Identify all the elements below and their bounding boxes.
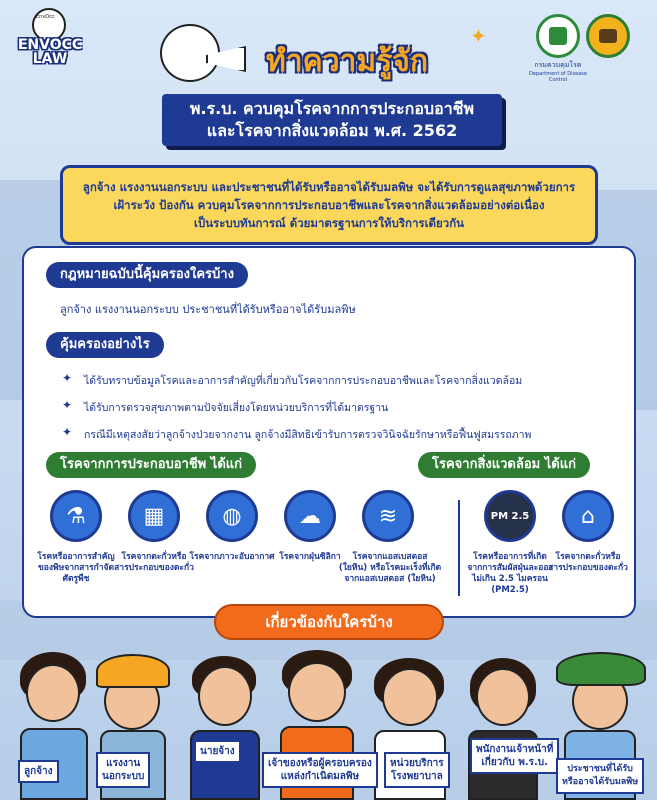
page-subtitle (162, 94, 502, 146)
section-heading-environmental: โรคจากสิ่งแวดล้อม ได้แก่ (418, 452, 590, 478)
person-officer (460, 650, 546, 800)
occupational-label-1: โรคหรืออาการสำคัญของพิษจากสารกำจัดศัตรูพืช (37, 552, 115, 584)
pressure-chamber-icon: ◍ (206, 490, 258, 542)
list-item: ✦ กรณีมีเหตุสงสัยว่าลูกจ้างป่วยจากงาน ลูกจ้างมีสิทธิเข้ารับการตรวจวินิจฉัยรักษาหรือฟื้นฟูสมรรถภาพ (62, 426, 622, 443)
occupational-label-2: โรคจากตะกั่วหรือสารประกอบของตะกั่ว (114, 552, 194, 573)
dept-name-en: Department of Disease Control (529, 71, 587, 83)
pesticide-sprayer-icon: ⚗ (50, 490, 102, 542)
intro-box (60, 165, 598, 245)
envocc-law-logo (14, 8, 84, 74)
logo-text-line1: ENVOCC (17, 37, 83, 53)
circuit-board-icon: ▦ (128, 490, 180, 542)
dept-name-th: กรมควบคุมโรค (534, 61, 582, 69)
intro-line3: เป็นระบบทันการณ์ ด้วยมาตรฐานการให้บริการเดียวกัน (193, 216, 465, 230)
sign-officer: พนักงานเจ้าหน้าที่ เกี่ยวกับ พ.ร.บ. (470, 738, 559, 774)
environmental-label-1: โรคหรืออาการที่เกิดจากการสัมผัสฝุ่นละอองไม่เกิน 2.5 ไมครอน (PM2.5) (467, 552, 553, 595)
sign-employer: นายจ้าง (194, 740, 241, 763)
person-employer (184, 650, 266, 800)
division-logo-icon (586, 14, 630, 58)
asbestos-icon: ≋ (362, 490, 414, 542)
section-heading-occupational: โรคจากการประกอบอาชีพ ได้แก่ (46, 452, 256, 478)
silica-dust-icon: ☁ (284, 490, 336, 542)
intro-line2: เฝ้าระวัง ป้องกัน ควบคุมโรคจากการประกอบอาชีพและโรคจากสิ่งแวดล้อมอย่างต่อเนื่อง (113, 198, 545, 212)
sign-public: ประชาชนที่ได้รับ หรืออาจได้รับมลพิษ (556, 758, 644, 794)
section-heading-who: กฎหมายฉบับนี้คุ้มครองใครบ้าง (46, 262, 248, 288)
occupational-label-5: โรคจากแอสเบสตอส (ใยหิน) หรือโรคมะเร็งที่เกิดจากแอสเบสตอส (ใยหิน) (338, 552, 442, 584)
protection-list (62, 372, 622, 453)
divider (458, 500, 460, 596)
sign-employee: ลูกจ้าง (18, 760, 59, 783)
occupational-label-4: โรคจากฝุ่นซิลิกา (279, 552, 341, 562)
sign-informal-worker: แรงงาน นอกระบบ (96, 752, 150, 788)
sparkle-icon: ✦ (470, 24, 487, 48)
dept-name (528, 60, 588, 83)
logo-text (14, 38, 86, 66)
lead-factory-icon: ⌂ (562, 490, 614, 542)
occupational-label-3: โรคจากภาวะอับอากาศ (189, 552, 275, 562)
page-title: ทำความรู้จัก (266, 44, 429, 79)
section-who-text: ลูกจ้าง แรงงานนอกระบบ ประชาชนที่ได้รับหรืออาจได้รับมลพิษ (60, 303, 356, 316)
logo-text-line2: LAW (32, 51, 68, 67)
sign-hospital: หน่วยบริการ โรงพยาบาล (384, 752, 450, 788)
megaphone-mascot-icon (156, 16, 246, 100)
ddc-logo-icon (536, 14, 580, 58)
environmental-label-2: โรคจากตะกั่วหรือสารประกอบของตะกั่ว (548, 552, 628, 573)
subtitle-line2: และโรคจากสิ่งแวดล้อม พ.ศ. 2562 (206, 121, 458, 140)
related-banner: เกี่ยวข้องกับใครบ้าง (214, 604, 444, 640)
list-item: ✦ ได้รับทราบข้อมูลโรคและอาการสำคัญที่เกี่ยวกับโรคจากการประกอบอาชีพและโรคจากสิ่งแวดล้อม (62, 372, 622, 389)
sign-pollution-source-owner: เจ้าของหรือผู้ครอบครอง แหล่งกำเนิดมลพิษ (262, 752, 378, 788)
section-heading-how: คุ้มครองอย่างไร (46, 332, 164, 358)
list-item: ✦ ได้รับการตรวจสุขภาพตามปัจจัยเสี่ยงโดยหน่วยบริการที่ได้มาตรฐาน (62, 399, 622, 416)
pm25-icon: PM 2.5 (484, 490, 536, 542)
intro-line1: ลูกจ้าง แรงงานนอกระบบ และประชาชนที่ได้รับหรืออาจได้รับมลพิษ จะได้รับการดูแลสุขภาพด้วยการ (82, 180, 576, 194)
subtitle-line1: พ.ร.บ. ควบคุมโรคจากการประกอบอาชีพ (189, 99, 475, 118)
mascot-tag: EnvOcc (36, 14, 55, 20)
